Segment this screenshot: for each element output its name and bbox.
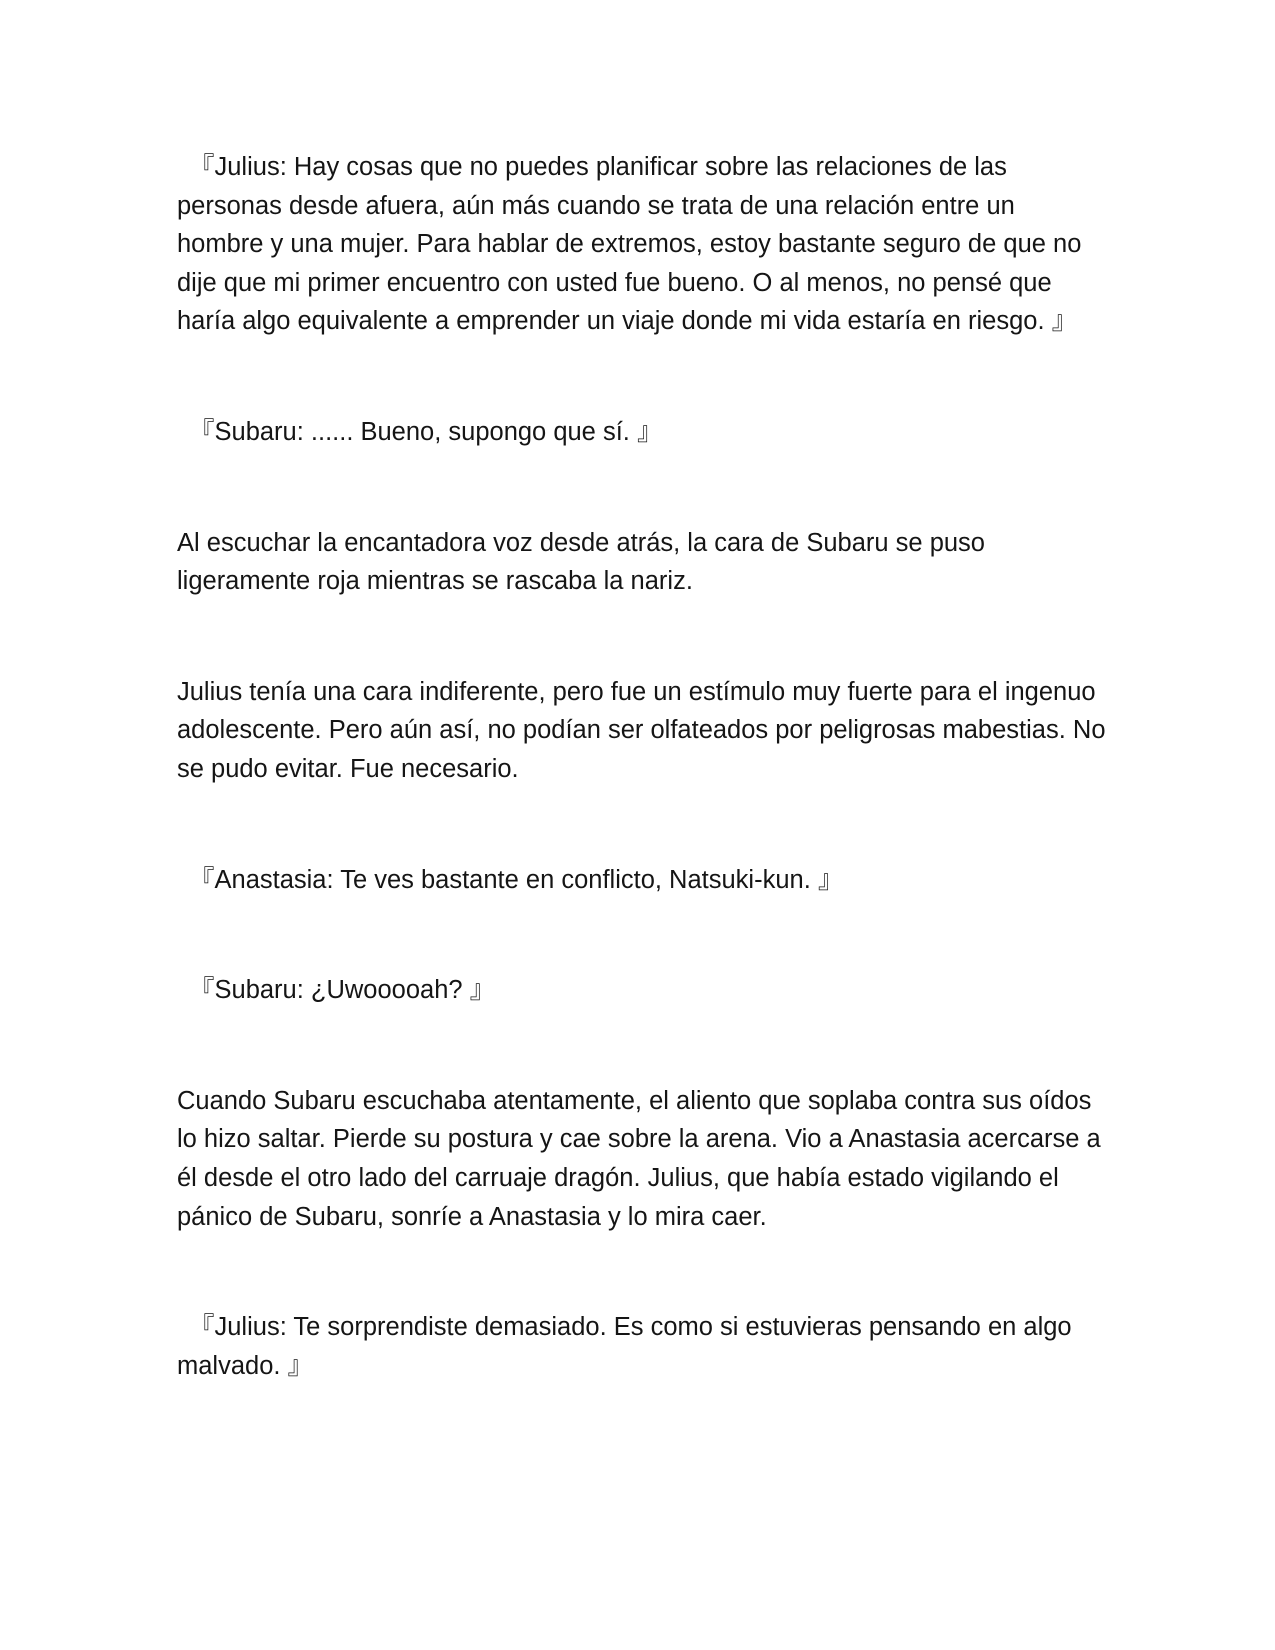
paragraph-subaru-dialogue-1: 『Subaru: ...... Bueno, supongo que sí. 』 bbox=[189, 417, 663, 446]
paragraph-narration-1: Al escuchar la encantadora voz desde atrás, la cara de Subaru se puso ligeramente roja mientras se rascaba la nariz. bbox=[177, 528, 985, 596]
paragraph-anastasia-dialogue-1: 『Anastasia: Te ves bastante en conflicto, Natsuki-kun. 』 bbox=[189, 865, 844, 894]
document-body bbox=[177, 148, 1107, 1457]
paragraph-julius-dialogue-2: 『Julius: Te sorprendiste demasiado. Es como si estuvieras pensando en algo malvado. 』 bbox=[177, 1313, 1072, 1380]
paragraph-narration-3: Cuando Subaru escuchaba atentamente, el aliento que soplaba contra sus oídos lo hizo saltar. Pierde su postura y cae sobre la arena. Vio a Anastasia acercarse a él desde el otro lado del carruaje dragón. Julius, que había estado vigilando el pánico de Subaru, sonríe a Anastasia y lo mira caer. bbox=[177, 1086, 1101, 1231]
paragraph-subaru-dialogue-2: 『Subaru: ¿Uwooooah? 』 bbox=[189, 976, 496, 1005]
paragraph-narration-2: Julius tenía una cara indiferente, pero fue un estímulo muy fuerte para el ingenuo adolescente. Pero aún así, no podían ser olfateados por peligrosas mabestias. No se pudo evitar. Fue necesario. bbox=[177, 677, 1106, 783]
paragraph-julius-dialogue-1: 『Julius: Hay cosas que no puedes planificar sobre las relaciones de las personas desde afuera, aún más cuando se trata de una relación entre un hombre y una mujer. Para hablar de extremos, estoy bastante seguro de que no dije que mi primer encuentro con usted fue bueno. O al menos, no pensé que haría algo equivalente a emprender un viaje donde mi vida estaría en riesgo. 』 bbox=[177, 153, 1082, 336]
